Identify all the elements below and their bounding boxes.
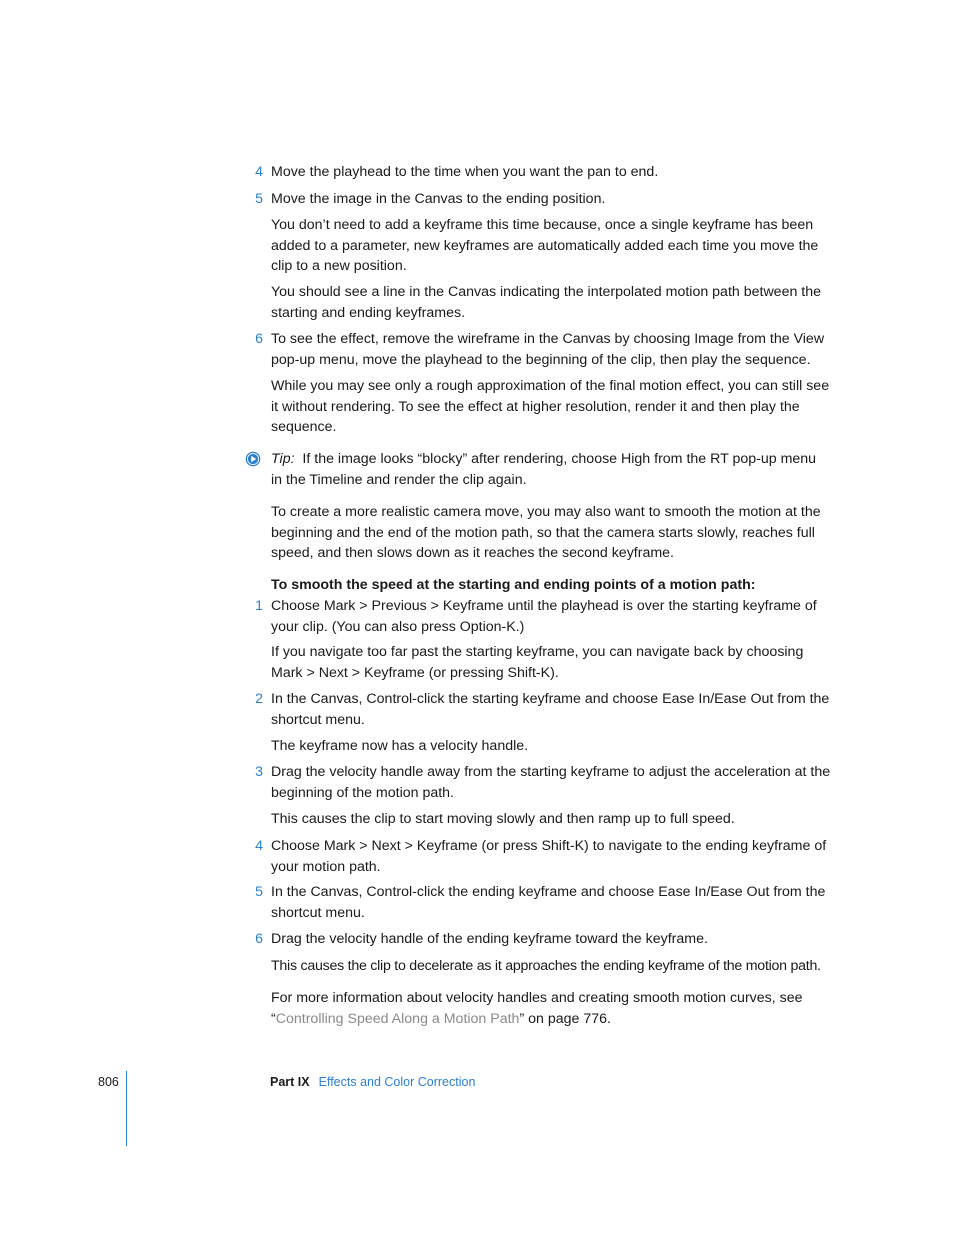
paragraph: You should see a line in the Canvas indicating the interpolated motion path between the starting and ending keyframes. bbox=[271, 284, 822, 321]
task-heading: To smooth the speed at the starting and ending points of a motion path: bbox=[271, 577, 756, 593]
paragraph: If you navigate too far past the starting keyframe, you can navigate back by choosing Mark > Next > Keyframe (or pressing Shift-K). bbox=[271, 644, 804, 681]
closing-text: ” on page 776. bbox=[519, 1010, 611, 1027]
cross-reference-link[interactable]: Controlling Speed Along a Motion Path bbox=[275, 1010, 520, 1027]
step-5 bbox=[255, 882, 831, 923]
page-number: 806 bbox=[98, 1075, 119, 1089]
footer-part bbox=[270, 1072, 475, 1093]
step-number: 2 bbox=[255, 691, 263, 707]
step-number: 6 bbox=[255, 331, 263, 347]
step-text: Drag the velocity handle of the ending keyframe toward the keyframe. bbox=[271, 931, 708, 947]
step-3 bbox=[255, 762, 831, 803]
step-number: 5 bbox=[255, 884, 263, 900]
tip-label: Tip: bbox=[271, 451, 295, 467]
step-1 bbox=[255, 596, 831, 637]
step-text: Choose Mark > Next > Keyframe (or press Shift-K) to navigate to the ending keyframe of your motion path. bbox=[271, 838, 827, 875]
part-title: Effects and Color Correction bbox=[318, 1075, 476, 1089]
step-number: 5 bbox=[255, 191, 263, 207]
paragraph: To create a more realistic camera move, you may also want to smooth the motion at the beginning and the end of the motion path, so that the camera starts slowly, reaches full speed, and then slows down as it reaches the second keyframe. bbox=[271, 504, 821, 561]
paragraph: While you may see only a rough approximation of the final motion effect, you can still see it without rendering. To see the effect at higher resolution, render it and then play the sequence. bbox=[271, 378, 830, 435]
step-6 bbox=[255, 929, 831, 950]
paragraph: This causes the clip to decelerate as it approaches the ending keyframe of the motion path. bbox=[271, 958, 821, 974]
play-arrow-icon bbox=[245, 451, 261, 467]
paragraph: You don’t need to add a keyframe this time because, once a single keyframe has been added to a parameter, new keyframes are automatically added each time you move the clip to a new position. bbox=[271, 217, 819, 274]
step-number: 4 bbox=[255, 164, 263, 180]
tip-note bbox=[271, 449, 831, 490]
step-text: Move the image in the Canvas to the ending position. bbox=[271, 191, 606, 207]
step-4 bbox=[255, 162, 831, 183]
step-5 bbox=[255, 189, 831, 210]
step-text: In the Canvas, Control-click the ending keyframe and choose Ease In/Ease Out from the shortcut menu. bbox=[271, 884, 826, 921]
part-label: Part IX bbox=[270, 1075, 310, 1089]
step-text: Move the playhead to the time when you want the pan to end. bbox=[271, 164, 659, 180]
footer-divider bbox=[126, 1071, 127, 1146]
step-number: 6 bbox=[255, 931, 263, 947]
step-number: 1 bbox=[255, 598, 263, 614]
step-4 bbox=[255, 836, 831, 877]
closing-text: For more information about velocity handles and creating smooth motion curves, see “ bbox=[271, 990, 803, 1027]
paragraph: The keyframe now has a velocity handle. bbox=[271, 738, 529, 754]
step-2 bbox=[255, 689, 831, 730]
tip-text: If the image looks “blocky” after rendering, choose High from the RT pop-up menu in the Timeline and render the clip again. bbox=[271, 451, 817, 488]
paragraph: This causes the clip to start moving slowly and then ramp up to full speed. bbox=[271, 811, 735, 827]
step-number: 4 bbox=[255, 838, 263, 854]
step-text: Choose Mark > Previous > Keyframe until the playhead is over the starting keyframe of your clip. (You can also press Option-K.) bbox=[271, 598, 817, 635]
step-text: To see the effect, remove the wireframe in the Canvas by choosing Image from the View pop-up menu, move the playhead to the beginning of the clip, then play the sequence. bbox=[271, 331, 825, 368]
step-number: 3 bbox=[255, 764, 263, 780]
step-text: Drag the velocity handle away from the starting keyframe to adjust the acceleration at the beginning of the motion path. bbox=[271, 764, 831, 801]
step-6 bbox=[255, 329, 831, 370]
closing-paragraph bbox=[271, 988, 831, 1029]
step-text: In the Canvas, Control-click the starting keyframe and choose Ease In/Ease Out from the shortcut menu. bbox=[271, 691, 830, 728]
